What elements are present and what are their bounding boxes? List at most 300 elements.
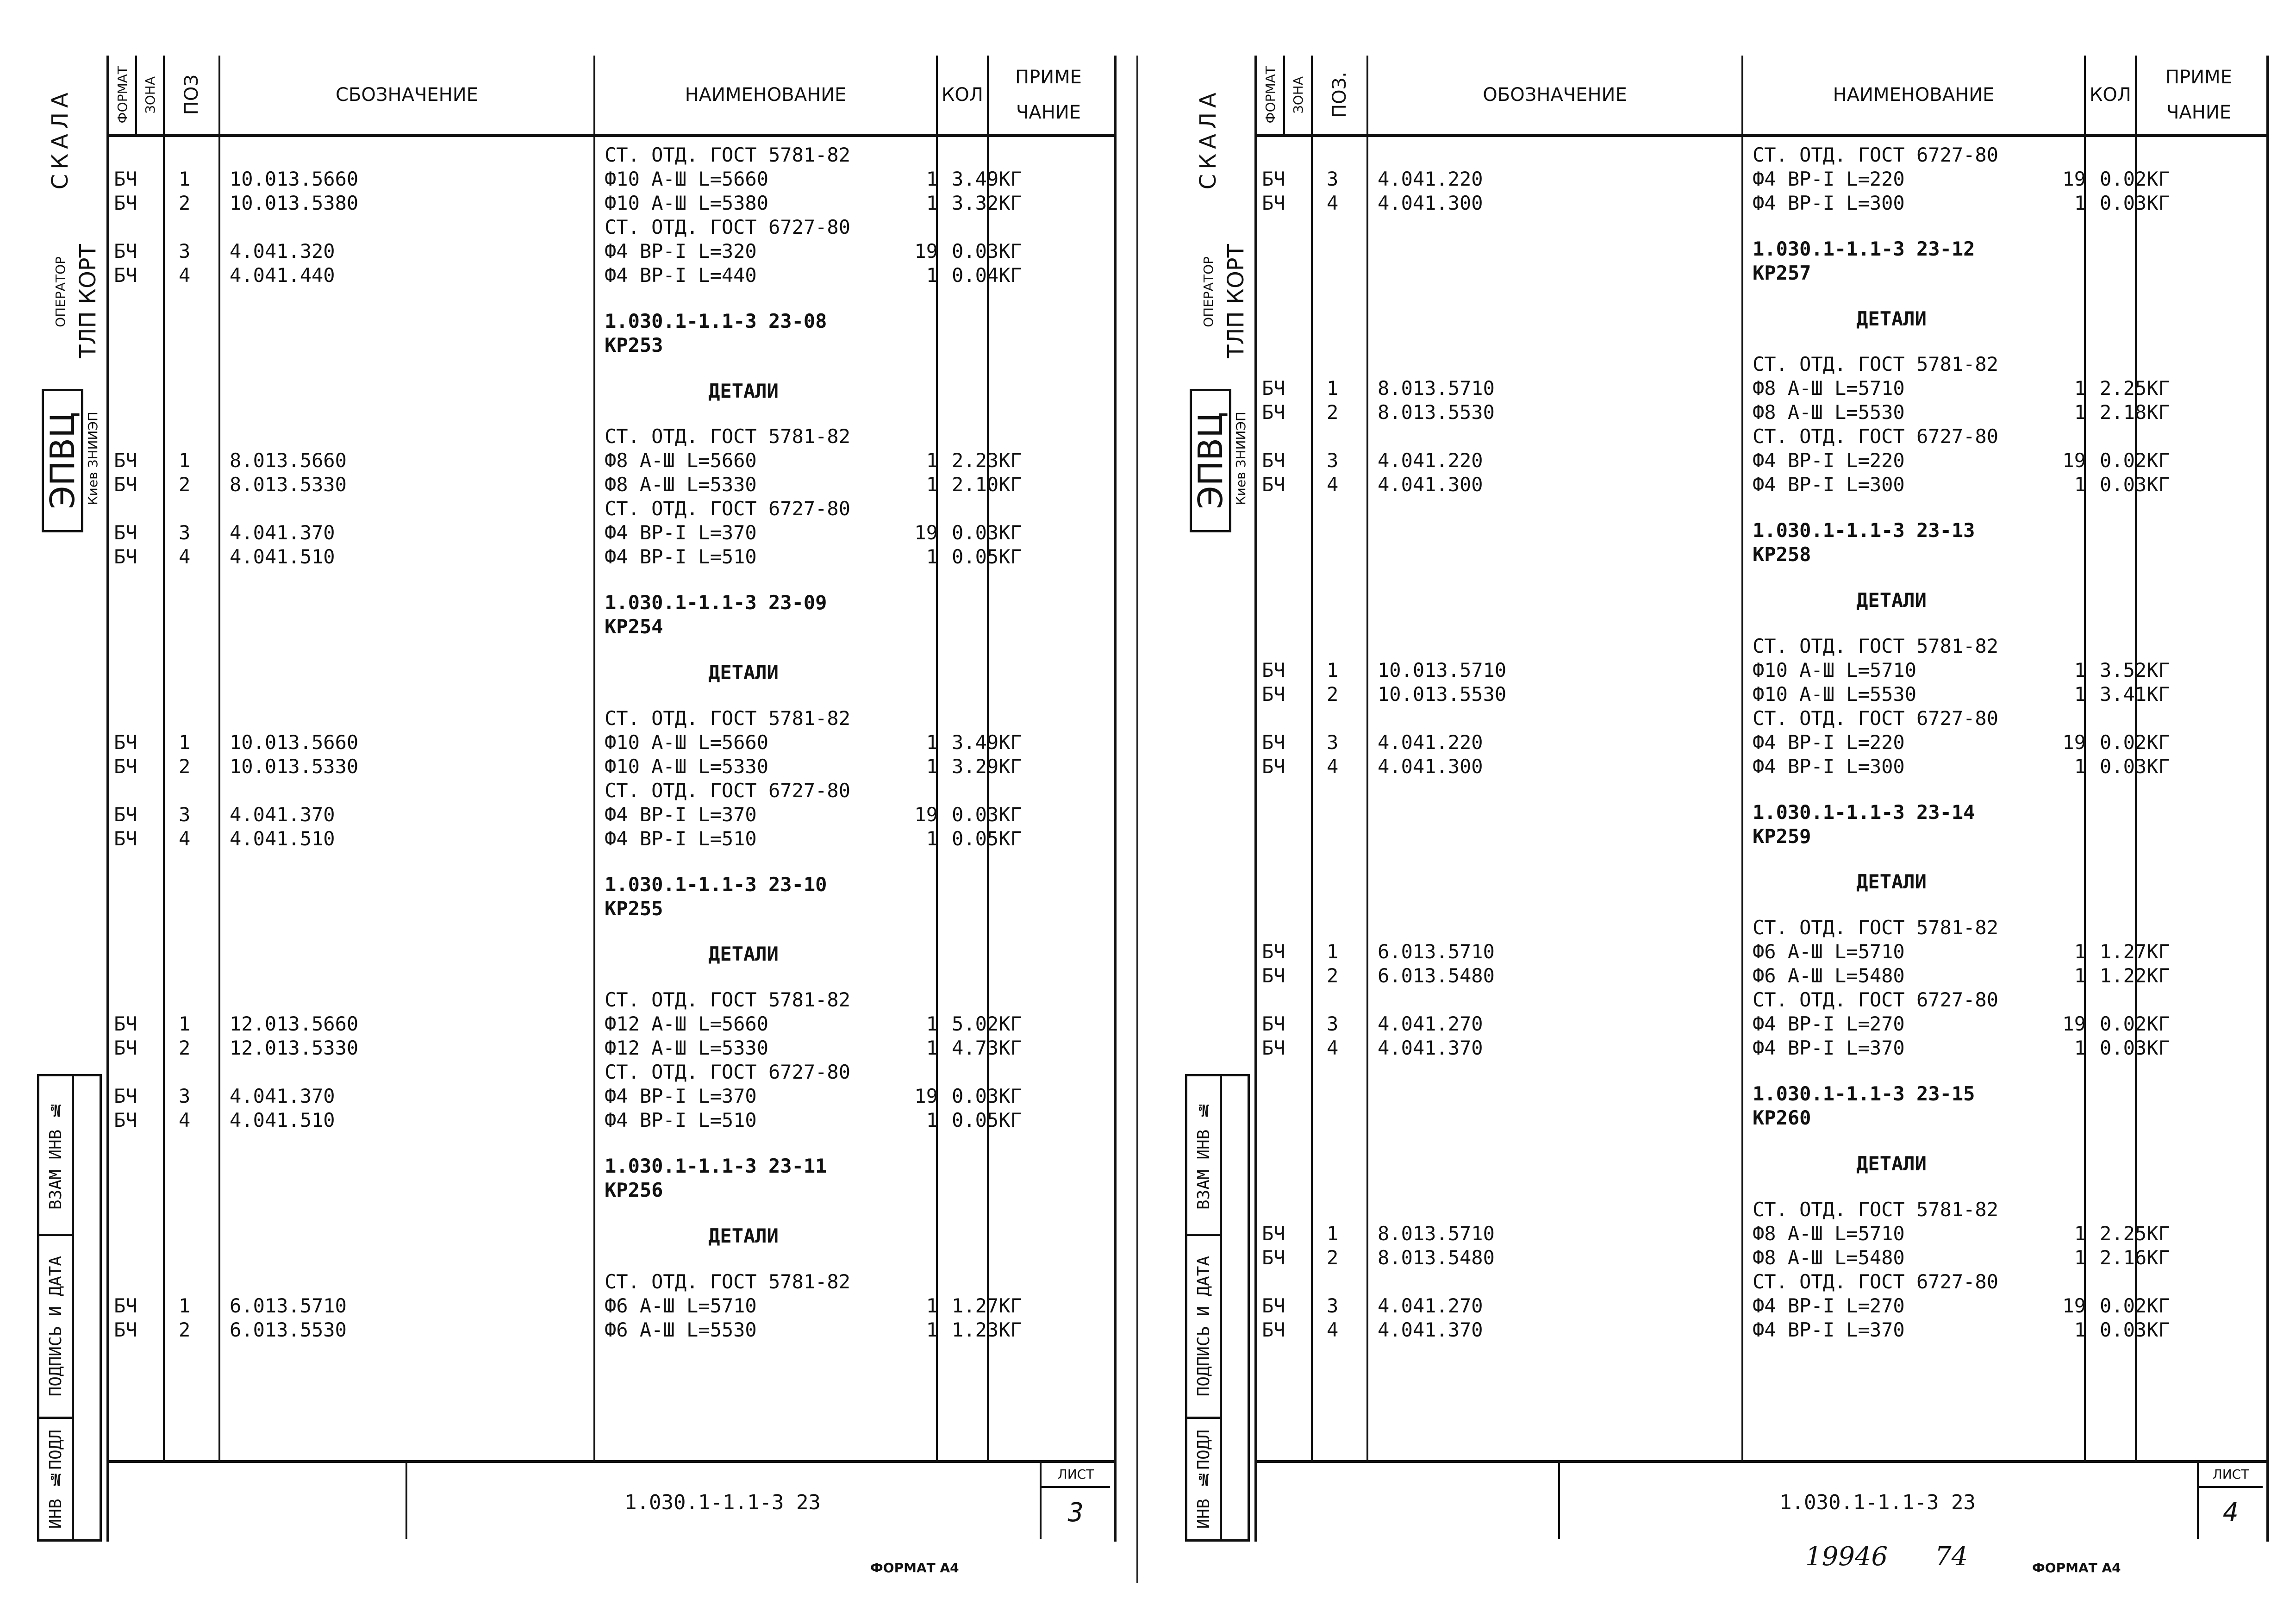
pos-cell: 1 <box>1327 377 1339 400</box>
operator-label: ОПЕРАТОР <box>1200 256 1216 327</box>
material-standard: СТ. ОТД. ГОСТ 6727-80 <box>605 779 851 802</box>
qty-cell: 1 <box>926 545 938 568</box>
material-standard: СТ. ОТД. ГОСТ 6727-80 <box>1753 425 1999 448</box>
format-cell: БЧ <box>1262 658 1285 681</box>
qty-cell: 19 <box>2062 168 2086 190</box>
designation-cell: 4.041.270 <box>1378 1012 1483 1036</box>
col-header-zone: ЗОНА <box>137 56 165 134</box>
note-cell: 0.02КГ <box>2100 168 2170 190</box>
note-cell: 2.25КГ <box>2100 1222 2170 1245</box>
name-cell: Ф4 ВР-I L=370 <box>1753 1318 1905 1341</box>
qty-cell: 1 <box>2074 192 2086 214</box>
assembly-title: КР253 <box>605 333 663 356</box>
pos-cell: 2 <box>179 192 191 214</box>
note-cell: 0.03КГ <box>952 240 1022 262</box>
section-heading: ДЕТАЛИ <box>708 661 779 684</box>
note-cell: 0.05КГ <box>952 1109 1022 1132</box>
qty-cell: 1 <box>926 1037 938 1060</box>
designation-cell: 12.013.5660 <box>230 1012 359 1036</box>
pos-cell: 4 <box>179 1109 191 1132</box>
name-cell: Ф4 ВР-I L=300 <box>1753 473 1905 496</box>
assembly-title: КР256 <box>605 1179 663 1201</box>
format-cell: БЧ <box>1262 1012 1285 1036</box>
format-cell: БЧ <box>114 1109 137 1132</box>
name-cell: Ф12 А-Ш L=5330 <box>605 1037 769 1060</box>
name-cell: Ф12 А-Ш L=5660 <box>605 1012 769 1036</box>
sheet-number-box <box>2197 1463 2263 1539</box>
assembly-title: 1.030.1-1.1-3 23-12 <box>1753 237 1975 260</box>
pos-cell: 1 <box>1327 658 1339 681</box>
designation-cell: 4.041.370 <box>230 521 335 544</box>
format-cell: БЧ <box>114 545 137 568</box>
material-standard: СТ. ОТД. ГОСТ 5781-82 <box>605 706 851 730</box>
col-designation <box>220 134 595 1463</box>
name-cell: Ф4 ВР-I L=220 <box>1753 449 1905 472</box>
pos-cell: 4 <box>1327 192 1339 214</box>
qty-cell: 1 <box>2074 658 2086 681</box>
note-cell: 1.27КГ <box>952 1294 1022 1317</box>
designation-cell: 8.013.5660 <box>230 449 347 472</box>
qty-cell: 19 <box>914 803 938 826</box>
epvc-label: ЭПВЦ <box>1190 389 1231 532</box>
designation-cell: 6.013.5710 <box>230 1294 347 1317</box>
designation-cell: 4.041.220 <box>1378 449 1483 472</box>
name-cell: Ф8 А-Ш L=5710 <box>1753 377 1905 400</box>
format-cell: БЧ <box>114 755 137 778</box>
name-cell: Ф4 ВР-I L=370 <box>1753 1037 1905 1060</box>
spec-sheet-right <box>1254 56 2269 1542</box>
designation-cell: 12.013.5330 <box>230 1037 359 1060</box>
qty-cell: 1 <box>926 1109 938 1132</box>
assembly-title: 1.030.1-1.1-3 23-14 <box>1753 800 1975 824</box>
name-cell: Ф6 А-Ш L=5480 <box>1753 964 1905 987</box>
pos-cell: 4 <box>179 827 191 850</box>
handwritten-page-number: 74 <box>1935 1542 1968 1572</box>
table-header <box>1257 56 2266 137</box>
sheet-footer <box>1257 1460 2266 1542</box>
col-header-format: ФОРМАТ <box>1257 56 1285 134</box>
format-cell: БЧ <box>1262 940 1285 963</box>
assembly-title: КР255 <box>605 897 663 920</box>
qty-cell: 1 <box>926 473 938 496</box>
format-cell: БЧ <box>1262 755 1285 778</box>
pos-cell: 4 <box>1327 1318 1339 1341</box>
format-cell: БЧ <box>114 803 137 826</box>
format-cell: БЧ <box>1262 473 1285 496</box>
col-header-name: НАИМЕНОВАНИЕ <box>1743 56 2086 134</box>
name-cell: Ф8 А-Ш L=5330 <box>605 473 757 496</box>
sheet-label: ЛИСТ <box>2199 1463 2263 1488</box>
note-cell: 2.25КГ <box>2100 377 2170 400</box>
designation-cell: 4.041.300 <box>1378 192 1483 214</box>
inv-podl-label: ИНВ №ПОДЛ <box>1194 1429 1213 1529</box>
note-cell: 0.02КГ <box>2100 1012 2170 1036</box>
note-cell: 3.29КГ <box>952 755 1022 778</box>
qty-cell: 1 <box>926 731 938 754</box>
stamp-block <box>1185 56 1254 542</box>
assembly-title: 1.030.1-1.1-3 23-08 <box>605 309 827 332</box>
assembly-title: 1.030.1-1.1-3 23-11 <box>605 1155 827 1177</box>
material-standard: СТ. ОТД. ГОСТ 5781-82 <box>1753 916 1999 939</box>
col-header-qty: КОЛ <box>938 56 989 134</box>
name-cell: Ф10 А-Ш L=5660 <box>605 168 769 190</box>
format-cell: БЧ <box>114 1318 137 1341</box>
note-cell: 1.23КГ <box>952 1318 1022 1341</box>
section-heading: ДЕТАЛИ <box>1856 307 1927 330</box>
designation-cell: 10.013.5710 <box>1378 658 1507 681</box>
pos-cell: 1 <box>179 168 191 190</box>
qty-cell: 1 <box>2074 755 2086 778</box>
designation-cell: 4.041.270 <box>1378 1294 1483 1317</box>
material-standard: СТ. ОТД. ГОСТ 5781-82 <box>605 1270 851 1293</box>
note-cell: 0.03КГ <box>952 1085 1022 1108</box>
designation-cell: 8.013.5530 <box>1378 401 1495 424</box>
pos-cell: 1 <box>179 1012 191 1036</box>
col-header-name: НАИМЕНОВАНИЕ <box>595 56 938 134</box>
epvc-label: ЭПВЦ <box>42 389 83 532</box>
note-cell: 3.41КГ <box>2100 682 2170 706</box>
material-standard: СТ. ОТД. ГОСТ 5781-82 <box>1753 1198 1999 1221</box>
designation-cell: 4.041.370 <box>230 1085 335 1108</box>
format-cell: БЧ <box>114 1294 137 1317</box>
name-cell: Ф10 А-Ш L=5710 <box>1753 658 1917 681</box>
name-cell: Ф4 ВР-I L=370 <box>605 1085 757 1108</box>
material-standard: СТ. ОТД. ГОСТ 6727-80 <box>605 216 851 238</box>
inv-podl-label: ИНВ №ПОДЛ <box>46 1429 65 1529</box>
col-header-qty: КОЛ <box>2086 56 2137 134</box>
note-cell: 2.18КГ <box>2100 401 2170 424</box>
assembly-title: 1.030.1-1.1-3 23-10 <box>605 873 827 896</box>
pos-cell: 4 <box>179 545 191 568</box>
pos-cell: 4 <box>179 264 191 287</box>
qty-cell: 1 <box>926 168 938 190</box>
pos-cell: 2 <box>1327 964 1339 987</box>
podpis-data-label: ПОДПИСЬ И ДАТА <box>1187 1236 1220 1419</box>
section-heading: ДЕТАЛИ <box>708 379 779 402</box>
assembly-title: КР260 <box>1753 1106 1811 1129</box>
side-signature-block <box>37 1074 102 1542</box>
designation-cell: 4.041.440 <box>230 264 335 287</box>
qty-cell: 1 <box>926 449 938 472</box>
designation-cell: 8.013.5480 <box>1378 1246 1495 1269</box>
format-note: ФОРМАТ А4 <box>870 1560 959 1575</box>
designation-cell: 4.041.320 <box>230 240 335 262</box>
vzam-inv-label: ВЗАМ ИНВ № <box>1187 1076 1220 1236</box>
note-cell: 0.02КГ <box>2100 1294 2170 1317</box>
footer-blank-cell <box>1257 1463 1560 1539</box>
designation-cell: 4.041.510 <box>230 545 335 568</box>
qty-cell: 1 <box>926 192 938 214</box>
note-cell: 1.27КГ <box>2100 940 2170 963</box>
assembly-title: 1.030.1-1.1-3 23-09 <box>605 591 827 614</box>
assembly-title: КР259 <box>1753 824 1811 848</box>
sheet-number: 3 <box>1068 1497 1084 1528</box>
footer-blank-cell <box>109 1463 407 1539</box>
qty-cell: 19 <box>2062 1012 2086 1036</box>
pos-cell: 2 <box>1327 401 1339 424</box>
pos-cell: 4 <box>1327 755 1339 778</box>
format-cell: БЧ <box>114 264 137 287</box>
pos-cell: 1 <box>1327 1222 1339 1245</box>
operator-label: ОПЕРАТОР <box>52 256 68 327</box>
qty-cell: 1 <box>2074 473 2086 496</box>
assembly-title: КР257 <box>1753 261 1811 284</box>
kiev-label: Киев ЗНИИЭП <box>85 411 100 506</box>
pos-cell: 3 <box>179 1085 191 1108</box>
spec-sheet-left <box>106 56 1117 1542</box>
assembly-title: КР254 <box>605 615 663 638</box>
left-page <box>37 56 1116 1575</box>
format-cell: БЧ <box>1262 192 1285 214</box>
pos-cell: 1 <box>179 449 191 472</box>
material-standard: СТ. ОТД. ГОСТ 6727-80 <box>1753 144 1999 166</box>
right-page <box>1185 56 2268 1575</box>
name-cell: Ф8 А-Ш L=5660 <box>605 449 757 472</box>
pos-cell: 2 <box>179 755 191 778</box>
qty-cell: 1 <box>2074 401 2086 424</box>
pos-cell: 4 <box>1327 473 1339 496</box>
pos-cell: 3 <box>1327 1294 1339 1317</box>
qty-cell: 1 <box>2074 940 2086 963</box>
format-cell: БЧ <box>114 827 137 850</box>
note-cell: 1.22КГ <box>2100 964 2170 987</box>
material-standard: СТ. ОТД. ГОСТ 5781-82 <box>605 425 851 448</box>
note-cell: 2.10КГ <box>952 473 1022 496</box>
name-cell: Ф4 ВР-I L=270 <box>1753 1294 1905 1317</box>
format-cell: БЧ <box>114 473 137 496</box>
format-cell: БЧ <box>114 731 137 754</box>
designation-cell: 6.013.5480 <box>1378 964 1495 987</box>
name-cell: Ф4 ВР-I L=270 <box>1753 1012 1905 1036</box>
vzam-inv-label: ВЗАМ ИНВ № <box>39 1076 72 1236</box>
qty-cell: 1 <box>2074 1246 2086 1269</box>
note-cell: 0.03КГ <box>2100 192 2170 214</box>
footer-code: 1.030.1-1.1-3 23 <box>1779 1490 1976 1514</box>
name-cell: Ф8 А-Ш L=5530 <box>1753 401 1905 424</box>
pos-cell: 1 <box>179 731 191 754</box>
material-standard: СТ. ОТД. ГОСТ 5781-82 <box>1753 353 1999 376</box>
section-heading: ДЕТАЛИ <box>1856 870 1927 893</box>
designation-cell: 4.041.220 <box>1378 168 1483 190</box>
pos-cell: 2 <box>1327 682 1339 706</box>
designation-cell: 10.013.5380 <box>230 192 359 214</box>
note-cell: 3.52КГ <box>2100 658 2170 681</box>
col-header-pos: ПОЗ <box>165 56 220 134</box>
name-cell: Ф4 ВР-I L=440 <box>605 264 757 287</box>
format-cell: БЧ <box>114 192 137 214</box>
format-cell: БЧ <box>114 1085 137 1108</box>
designation-cell: 4.041.300 <box>1378 473 1483 496</box>
note-cell: 4.73КГ <box>952 1037 1022 1060</box>
note-cell: 5.02КГ <box>952 1012 1022 1036</box>
pos-cell: 1 <box>1327 940 1339 963</box>
material-standard: СТ. ОТД. ГОСТ 6727-80 <box>605 497 851 520</box>
format-cell: БЧ <box>1262 731 1285 754</box>
designation-cell: 4.041.370 <box>1378 1318 1483 1341</box>
format-cell: БЧ <box>114 1037 137 1060</box>
name-cell: Ф10 А-Ш L=5660 <box>605 731 769 754</box>
stamp-block <box>37 56 106 542</box>
name-cell: Ф10 А-Ш L=5530 <box>1753 682 1917 706</box>
tlp-kort-label: ТЛП КОРТ <box>75 244 101 358</box>
pos-cell: 3 <box>1327 449 1339 472</box>
designation-cell: 10.013.5530 <box>1378 682 1507 706</box>
note-cell: 0.05КГ <box>952 545 1022 568</box>
note-cell: 0.03КГ <box>2100 1037 2170 1060</box>
designation-cell: 8.013.5710 <box>1378 377 1495 400</box>
name-cell: Ф4 ВР-I L=220 <box>1753 731 1905 754</box>
material-standard: СТ. ОТД. ГОСТ 6727-80 <box>605 1061 851 1084</box>
name-cell: Ф4 ВР-I L=220 <box>1753 168 1905 190</box>
note-cell: 0.02КГ <box>2100 731 2170 754</box>
pos-cell: 2 <box>179 1318 191 1341</box>
pos-cell: 2 <box>1327 1246 1339 1269</box>
note-cell: 0.04КГ <box>952 264 1022 287</box>
name-cell: Ф8 А-Ш L=5480 <box>1753 1246 1905 1269</box>
col-header-note: ПРИМЕ ЧАНИЕ <box>1015 67 1082 123</box>
material-standard: СТ. ОТД. ГОСТ 5781-82 <box>605 988 851 1012</box>
name-cell: Ф4 ВР-I L=510 <box>605 827 757 850</box>
name-cell: Ф4 ВР-I L=510 <box>605 1109 757 1132</box>
sheet-footer <box>109 1460 1114 1542</box>
name-cell: Ф4 ВР-I L=370 <box>605 803 757 826</box>
pos-cell: 1 <box>179 1294 191 1317</box>
pos-cell: 2 <box>179 1037 191 1060</box>
name-cell: Ф4 ВР-I L=300 <box>1753 755 1905 778</box>
designation-cell: 10.013.5660 <box>230 731 359 754</box>
qty-cell: 1 <box>2074 682 2086 706</box>
sheet-label: ЛИСТ <box>1042 1463 1110 1488</box>
qty-cell: 1 <box>926 1012 938 1036</box>
note-cell: 2.23КГ <box>952 449 1022 472</box>
designation-cell: 10.013.5330 <box>230 755 359 778</box>
note-cell: 0.03КГ <box>2100 1318 2170 1341</box>
note-cell: 3.49КГ <box>952 731 1022 754</box>
designation-cell: 6.013.5530 <box>230 1318 347 1341</box>
section-heading: ДЕТАЛИ <box>708 1224 779 1247</box>
format-cell: БЧ <box>1262 1037 1285 1060</box>
note-cell: 2.16КГ <box>2100 1246 2170 1269</box>
note-cell: 0.03КГ <box>2100 473 2170 496</box>
kiev-label: Киев ЗНИИЭП <box>1233 411 1248 506</box>
col-qty <box>938 134 989 1463</box>
podpis-data-label: ПОДПИСЬ И ДАТА <box>39 1236 72 1419</box>
section-heading: ДЕТАЛИ <box>1856 1152 1927 1175</box>
note-cell: 0.02КГ <box>2100 449 2170 472</box>
pos-cell: 3 <box>1327 731 1339 754</box>
format-cell: БЧ <box>114 521 137 544</box>
pos-cell: 3 <box>1327 168 1339 190</box>
assembly-title: 1.030.1-1.1-3 23-15 <box>1753 1082 1975 1105</box>
designation-cell: 4.041.370 <box>230 803 335 826</box>
format-cell: БЧ <box>114 240 137 262</box>
designation-cell: 10.013.5660 <box>230 168 359 190</box>
section-heading: ДЕТАЛИ <box>1856 589 1927 612</box>
format-cell: БЧ <box>1262 1222 1285 1245</box>
col-format-zone <box>109 134 165 1463</box>
format-cell: БЧ <box>1262 1246 1285 1269</box>
pos-cell: 2 <box>179 473 191 496</box>
designation-cell: 8.013.5710 <box>1378 1222 1495 1245</box>
designation-cell: 4.041.510 <box>230 827 335 850</box>
designation-cell: 8.013.5330 <box>230 473 347 496</box>
designation-cell: 4.041.510 <box>230 1109 335 1132</box>
format-cell: БЧ <box>1262 1294 1285 1317</box>
tlp-kort-label: ТЛП КОРТ <box>1223 244 1249 358</box>
format-cell: БЧ <box>1262 682 1285 706</box>
format-cell: БЧ <box>1262 1318 1285 1341</box>
designation-cell: 6.013.5710 <box>1378 940 1495 963</box>
qty-cell: 1 <box>926 1318 938 1341</box>
note-cell: 0.03КГ <box>952 521 1022 544</box>
footer-code: 1.030.1-1.1-3 23 <box>624 1490 821 1514</box>
format-cell: БЧ <box>1262 964 1285 987</box>
qty-cell: 1 <box>926 755 938 778</box>
format-cell: БЧ <box>1262 168 1285 190</box>
qty-cell: 19 <box>2062 449 2086 472</box>
side-signature-block <box>1185 1074 1250 1542</box>
sheet-number-box <box>1040 1463 1110 1539</box>
qty-cell: 1 <box>926 1294 938 1317</box>
qty-cell: 1 <box>2074 1222 2086 1245</box>
qty-cell: 19 <box>914 521 938 544</box>
name-cell: Ф4 ВР-I L=510 <box>605 545 757 568</box>
qty-cell: 1 <box>2074 1037 2086 1060</box>
pos-cell: 4 <box>1327 1037 1339 1060</box>
name-cell: Ф10 А-Ш L=5330 <box>605 755 769 778</box>
designation-cell: 4.041.370 <box>1378 1037 1483 1060</box>
format-cell: БЧ <box>1262 401 1285 424</box>
handwritten-doc-number: 19946 <box>1805 1542 1888 1572</box>
note-cell: 3.49КГ <box>952 168 1022 190</box>
col-header-format: ФОРМАТ <box>109 56 137 134</box>
name-cell: Ф10 А-Ш L=5380 <box>605 192 769 214</box>
pos-cell: 3 <box>179 521 191 544</box>
assembly-title: КР258 <box>1753 543 1811 566</box>
name-cell: Ф4 ВР-I L=320 <box>605 240 757 262</box>
qty-cell: 1 <box>2074 964 2086 987</box>
designation-cell: 4.041.220 <box>1378 731 1483 754</box>
col-header-pos: ПОЗ. <box>1313 56 1368 134</box>
material-standard: СТ. ОТД. ГОСТ 5781-82 <box>1753 634 1999 657</box>
name-cell: Ф6 А-Ш L=5530 <box>605 1318 757 1341</box>
material-standard: СТ. ОТД. ГОСТ 6727-80 <box>1753 1270 1999 1293</box>
col-header-note: ПРИМЕ ЧАНИЕ <box>2165 67 2232 123</box>
section-heading: ДЕТАЛИ <box>708 943 779 966</box>
col-header-designation: ОБОЗНАЧЕНИЕ <box>1368 56 1743 134</box>
designation-cell: 4.041.300 <box>1378 755 1483 778</box>
sheet-number: 4 <box>2223 1497 2239 1528</box>
qty-cell: 19 <box>914 1085 938 1108</box>
format-note: ФОРМАТ А4 <box>2032 1560 2121 1575</box>
table-header <box>109 56 1114 137</box>
col-pos <box>1313 134 1368 1463</box>
pos-cell: 3 <box>1327 1012 1339 1036</box>
col-pos <box>165 134 220 1463</box>
pos-cell: 3 <box>179 240 191 262</box>
qty-cell: 1 <box>926 264 938 287</box>
format-cell: БЧ <box>1262 377 1285 400</box>
name-cell: Ф8 А-Ш L=5710 <box>1753 1222 1905 1245</box>
qty-cell: 1 <box>926 827 938 850</box>
skal-label: СКАЛА <box>1195 88 1221 190</box>
note-cell: 0.03КГ <box>2100 755 2170 778</box>
name-cell: Ф6 А-Ш L=5710 <box>1753 940 1905 963</box>
note-cell: 0.05КГ <box>952 827 1022 850</box>
material-standard: СТ. ОТД. ГОСТ 5781-82 <box>605 144 851 166</box>
qty-cell: 19 <box>914 240 938 262</box>
name-cell: Ф4 ВР-I L=370 <box>605 521 757 544</box>
